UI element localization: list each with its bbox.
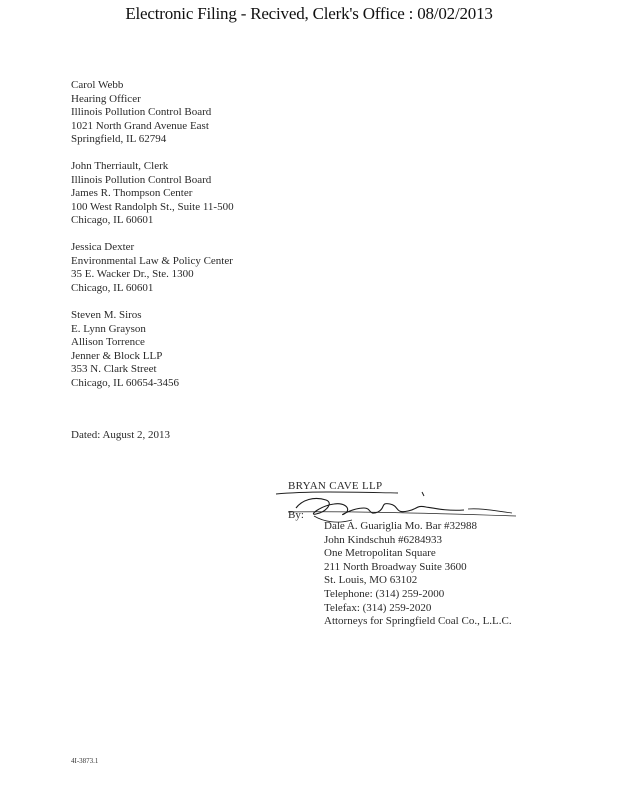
address-line: Chicago, IL 60601 bbox=[71, 281, 154, 294]
address-line: Jenner & Block LLP bbox=[71, 349, 163, 362]
signatory-line: St. Louis, MO 63102 bbox=[324, 574, 418, 587]
address-line: Steven M. Siros bbox=[71, 309, 142, 321]
address-line: Carol Webb bbox=[71, 79, 124, 91]
service-address-carol-webb bbox=[71, 79, 211, 147]
signatory-line: Attorneys for Springfield Coal Co., L.L.C. bbox=[324, 615, 512, 628]
signatory-line: Dale A. Guariglia Mo. Bar #32988 bbox=[324, 520, 478, 532]
address-line: Allison Torrence bbox=[71, 336, 145, 349]
address-line: Illinois Pollution Control Board bbox=[71, 173, 212, 186]
address-line: Environmental Law & Policy Center bbox=[71, 254, 233, 267]
address-line: 100 West Randolph St., Suite 11-500 bbox=[71, 200, 234, 213]
dated-line: Dated: August 2, 2013 bbox=[71, 429, 170, 441]
filing-stamp-header: Electronic Filing - Recived, Clerk's Office : 08/02/2013 bbox=[125, 4, 493, 23]
address-line: Chicago, IL 60601 bbox=[71, 214, 154, 227]
signatory-line: One Metropolitan Square bbox=[324, 547, 436, 560]
firm-name: BRYAN CAVE LLP bbox=[288, 480, 383, 492]
address-line: Springfield, IL 62794 bbox=[71, 133, 167, 146]
document-id: 4I-3873.1 bbox=[71, 757, 99, 765]
address-line: John Therriault, Clerk bbox=[71, 160, 169, 172]
signatory-line: Telephone: (314) 259-2000 bbox=[324, 587, 445, 600]
address-line: James R. Thompson Center bbox=[71, 187, 193, 200]
service-address-jenner-block bbox=[71, 309, 179, 391]
address-line: E. Lynn Grayson bbox=[71, 322, 146, 335]
address-line: 35 E. Wacker Dr., Ste. 1300 bbox=[71, 268, 194, 281]
signatory-line: John Kindschuh #6284933 bbox=[324, 533, 442, 546]
address-line: 353 N. Clark Street bbox=[71, 363, 157, 376]
address-line: Illinois Pollution Control Board bbox=[71, 106, 212, 119]
address-line: Chicago, IL 60654-3456 bbox=[71, 376, 180, 389]
service-address-john-therriault bbox=[71, 160, 234, 228]
address-line: Jessica Dexter bbox=[71, 241, 135, 253]
service-address-jessica-dexter bbox=[71, 241, 233, 295]
address-line: Hearing Officer bbox=[71, 92, 141, 105]
signatory-line: 211 North Broadway Suite 3600 bbox=[324, 560, 467, 573]
by-label: By: bbox=[288, 509, 304, 521]
address-line: 1021 North Grand Avenue East bbox=[71, 119, 209, 132]
signatory-line: Telefax: (314) 259-2020 bbox=[324, 601, 432, 614]
signature-block bbox=[324, 520, 512, 629]
